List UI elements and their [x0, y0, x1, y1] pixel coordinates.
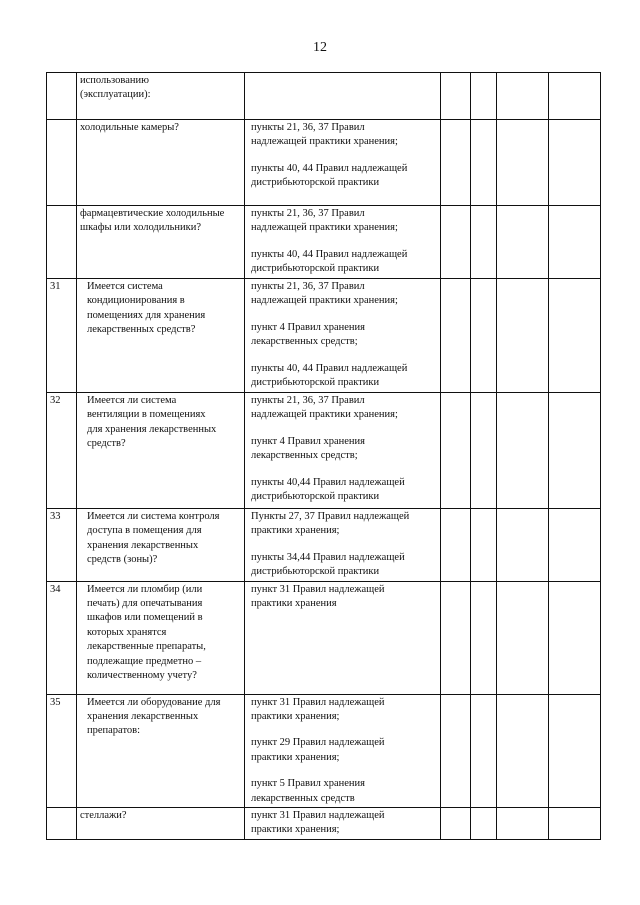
requirement-text: пункты 40, 44 Правил надлежащей — [251, 248, 408, 260]
question-text: лекарственных средств? — [87, 324, 196, 336]
answer-no-cell — [471, 393, 497, 509]
notes-cell — [549, 581, 601, 694]
requirement-text: пункт 31 Правил надлежащей — [251, 696, 385, 708]
question-text: хранения лекарственных — [87, 711, 199, 723]
answer-na-cell — [497, 808, 549, 840]
requirement-text: надлежащей практики хранения; — [251, 136, 398, 148]
requirement-text: практики хранения; — [251, 751, 340, 763]
requirement-text: пункт 4 Правил хранения — [251, 435, 365, 447]
question-text: Имеется ли система контроля — [87, 511, 220, 522]
question-text: шкафы или холодильники? — [80, 222, 202, 234]
requirements-cell — [245, 694, 441, 807]
requirement-text: пункт 31 Правил надлежащей — [251, 810, 385, 822]
question-text: Имеется система — [87, 281, 163, 292]
question-text: шкафов или помещений в — [87, 612, 203, 624]
answer-yes-cell — [441, 73, 471, 120]
paragraph-gap — [251, 724, 437, 736]
requirements-cell — [245, 73, 441, 120]
answer-no-cell — [471, 279, 497, 393]
question-text: для хранения лекарственных — [87, 423, 217, 435]
answer-yes-cell — [441, 509, 471, 582]
checklist-table — [46, 72, 601, 840]
item-number-cell — [47, 581, 77, 694]
paragraph-gap — [251, 539, 437, 551]
item-number: 35 — [50, 696, 61, 708]
requirement-text: дистрибьюторской практики — [251, 566, 380, 578]
question-text: средств (зоны)? — [87, 554, 158, 566]
requirement-text: надлежащей практики хранения; — [251, 409, 398, 421]
question-text: фармацевтические холодильные — [80, 208, 225, 219]
answer-no-cell — [471, 120, 497, 206]
requirement-text: пункты 21, 36, 37 Правил — [251, 395, 365, 406]
answer-yes-cell — [441, 206, 471, 279]
requirement-text: лекарственных средств; — [251, 336, 358, 348]
requirement-text: пункты 34,44 Правил надлежащей — [251, 551, 405, 563]
paragraph-gap — [251, 350, 437, 362]
answer-no-cell — [471, 808, 497, 840]
notes-cell — [549, 509, 601, 582]
answer-no-cell — [471, 73, 497, 120]
paragraph-gap — [251, 309, 437, 321]
answer-na-cell — [497, 694, 549, 807]
requirement-text: пункт 5 Правил хранения — [251, 778, 365, 790]
requirement-text: надлежащей практики хранения; — [251, 222, 398, 234]
question-text: средств? — [87, 438, 126, 450]
item-number-cell — [47, 73, 77, 120]
notes-cell — [549, 694, 601, 807]
requirements-cell — [245, 581, 441, 694]
requirements-cell — [245, 509, 441, 582]
question-text: помещениях для хранения — [87, 309, 206, 321]
requirement-text: дистрибьюторской практики — [251, 263, 380, 275]
requirement-text: практики хранения; — [251, 711, 340, 723]
notes-cell — [549, 279, 601, 393]
requirement-text: пункты 21, 36, 37 Правил — [251, 122, 365, 133]
requirements-cell — [245, 808, 441, 840]
item-number-cell — [47, 120, 77, 206]
question-cell — [77, 509, 245, 582]
question-cell — [77, 120, 245, 206]
answer-na-cell — [497, 120, 549, 206]
answer-na-cell — [497, 206, 549, 279]
table-row — [47, 120, 601, 206]
requirement-text: практики хранения — [251, 598, 337, 610]
requirement-text: надлежащей практики хранения; — [251, 295, 398, 307]
item-number-cell — [47, 694, 77, 807]
answer-yes-cell — [441, 694, 471, 807]
answer-yes-cell — [441, 393, 471, 509]
item-number: 32 — [50, 395, 61, 406]
table-row — [47, 279, 601, 393]
notes-cell — [549, 206, 601, 279]
table-row — [47, 694, 601, 807]
requirement-text: дистрибьюторской практики — [251, 377, 380, 389]
question-text: количественному учету? — [87, 670, 197, 682]
answer-no-cell — [471, 206, 497, 279]
answer-na-cell — [497, 73, 549, 120]
item-number-cell — [47, 509, 77, 582]
notes-cell — [549, 120, 601, 206]
requirement-text: пункт 31 Правил надлежащей — [251, 583, 385, 595]
requirement-text: пункты 40,44 Правил надлежащей — [251, 476, 405, 488]
answer-no-cell — [471, 581, 497, 694]
requirements-cell — [245, 206, 441, 279]
answer-na-cell — [497, 393, 549, 509]
paragraph-gap — [251, 423, 437, 435]
question-cell — [77, 206, 245, 279]
question-cell — [77, 581, 245, 694]
requirement-text: дистрибьюторской практики — [251, 491, 380, 503]
requirement-text: пункты 40, 44 Правил надлежащей — [251, 362, 408, 374]
question-cell — [77, 393, 245, 509]
item-number-cell — [47, 279, 77, 393]
notes-cell — [549, 808, 601, 840]
question-cell — [77, 73, 245, 120]
paragraph-gap — [251, 236, 437, 248]
question-text: доступа в помещения для — [87, 525, 202, 537]
item-number-cell — [47, 808, 77, 840]
question-text: кондиционирования в — [87, 295, 185, 307]
answer-na-cell — [497, 509, 549, 582]
question-text: хранения лекарственных — [87, 539, 199, 551]
question-text: печать) для опечатывания — [87, 598, 203, 610]
table-row — [47, 581, 601, 694]
requirement-text: практики хранения; — [251, 824, 340, 836]
item-number: 34 — [50, 583, 61, 595]
answer-yes-cell — [441, 808, 471, 840]
answer-yes-cell — [441, 120, 471, 206]
question-text: подлежащие предметно – — [87, 655, 202, 667]
notes-cell — [549, 393, 601, 509]
requirement-text: лекарственных средств — [251, 792, 355, 804]
answer-no-cell — [471, 694, 497, 807]
requirement-text: пункт 4 Правил хранения — [251, 321, 365, 333]
question-text: вентиляции в помещениях — [87, 409, 206, 421]
item-number: 33 — [50, 511, 61, 522]
page-number: 12 — [313, 40, 327, 55]
question-text: Имеется ли система — [87, 395, 177, 406]
requirement-text: пункты 40, 44 Правил надлежащей — [251, 162, 408, 174]
question-text: (эксплуатации): — [80, 89, 151, 101]
question-cell — [77, 279, 245, 393]
answer-yes-cell — [441, 279, 471, 393]
table-row — [47, 206, 601, 279]
question-text: использованию — [80, 75, 149, 86]
table-row — [47, 73, 601, 120]
requirement-text: пункты 21, 36, 37 Правил — [251, 208, 365, 219]
requirement-text: пункты 21, 36, 37 Правил — [251, 281, 365, 292]
requirements-cell — [245, 279, 441, 393]
item-number: 31 — [50, 281, 61, 292]
table-row — [47, 509, 601, 582]
paragraph-gap — [251, 150, 437, 162]
item-number-cell — [47, 393, 77, 509]
question-text: лекарственные препараты, — [87, 641, 206, 653]
notes-cell — [549, 73, 601, 120]
question-text: препаратов: — [87, 725, 141, 737]
table-row — [47, 393, 601, 509]
requirements-cell — [245, 120, 441, 206]
table-row — [47, 808, 601, 840]
question-text: которых хранятся — [87, 626, 167, 638]
requirement-text: пункт 29 Правил надлежащей — [251, 737, 385, 749]
question-cell — [77, 808, 245, 840]
requirements-cell — [245, 393, 441, 509]
question-text: стеллажи? — [80, 810, 127, 822]
paragraph-gap — [251, 765, 437, 777]
requirement-text: Пункты 27, 37 Правил надлежащей — [251, 511, 410, 522]
answer-na-cell — [497, 581, 549, 694]
requirement-text: практики хранения; — [251, 525, 340, 537]
answer-na-cell — [497, 279, 549, 393]
answer-no-cell — [471, 509, 497, 582]
item-number-cell — [47, 206, 77, 279]
question-text: холодильные камеры? — [80, 122, 179, 133]
paragraph-gap — [251, 464, 437, 476]
answer-yes-cell — [441, 581, 471, 694]
requirement-text: дистрибьюторской практики — [251, 177, 380, 189]
question-text: Имеется ли пломбир (или — [87, 583, 203, 595]
question-text: Имеется ли оборудование для — [87, 696, 221, 708]
question-cell — [77, 694, 245, 807]
requirement-text: лекарственных средств; — [251, 450, 358, 462]
